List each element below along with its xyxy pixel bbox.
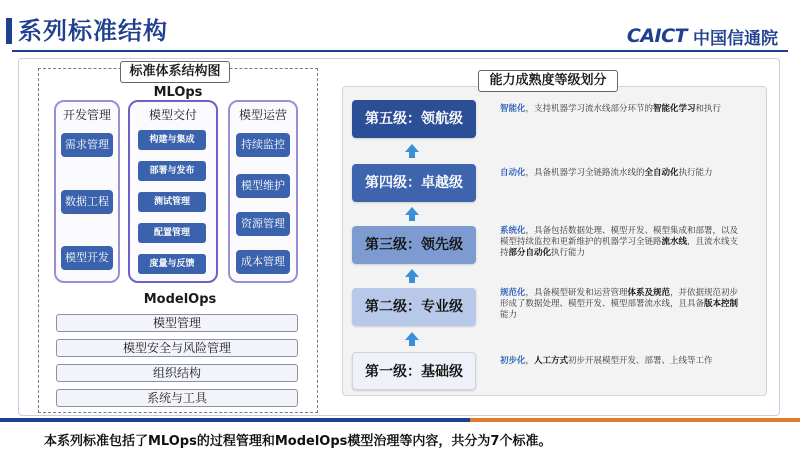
dev-item-data-engineering[interactable]: 数据工程 <box>61 190 113 214</box>
level-2-bold-1: 体系及规范 <box>627 288 671 298</box>
ops-item-monitoring[interactable]: 持续监控 <box>236 133 290 157</box>
modelops-item-organization[interactable]: 组织结构 <box>56 364 298 382</box>
dev-management-title: 开发管理 <box>62 108 111 122</box>
level-2-bold-2: 版本控制 <box>704 299 739 309</box>
level-1-box[interactable]: 第一级：基础级 <box>352 352 476 390</box>
dev-item-model-development[interactable]: 模型开发 <box>61 246 113 270</box>
level-3-text-3: 执行能力 <box>551 248 586 258</box>
modelops-title: ModelOps <box>143 292 217 307</box>
logo-caict-text: CAICT <box>626 25 687 47</box>
modelops-item-model-management[interactable]: 模型管理 <box>56 314 298 332</box>
arrow-up-icon <box>404 206 420 222</box>
level-2-text-3: 能力 <box>500 310 518 320</box>
level-2-description <box>500 288 740 321</box>
logo-cn-text: 中国信通院 <box>693 28 778 49</box>
level-3-bold-2: 部分自动化 <box>508 248 552 258</box>
arrow-up-icon <box>404 143 420 159</box>
level-1-bold-1: 人工方式 <box>534 356 569 366</box>
maturity-levels-title: 能力成熟度等级划分 <box>478 70 618 92</box>
level-5-bold-1: 智能化学习 <box>653 104 696 114</box>
level-5-text-1: ，支持机器学习流水线部分环节的 <box>525 104 654 114</box>
level-4-bold-1: 全自动化 <box>644 168 679 178</box>
modelops-item-systems-tools[interactable]: 系统与工具 <box>56 389 298 407</box>
deliver-item-config-management[interactable]: 配置管理 <box>138 223 206 243</box>
level-1-text-2: 初步开展模型开发、部署、上线等工作 <box>568 356 713 366</box>
level-2-box[interactable]: 第二级：专业级 <box>352 288 476 326</box>
level-4-keyword: 自动化 <box>500 168 526 178</box>
level-4-text-1: ，具备机器学习全链路流水线的 <box>525 168 645 178</box>
model-operations-title: 模型运营 <box>238 108 287 122</box>
level-4-box[interactable]: 第四级：卓越级 <box>352 164 476 202</box>
arrow-up-icon <box>404 331 420 347</box>
level-5-box[interactable]: 第五级：领航级 <box>352 100 476 138</box>
level-2-text-1: ，具备模型研发和运营管理 <box>525 288 628 298</box>
deliver-item-metrics-feedback[interactable]: 度量与反馈 <box>138 254 206 274</box>
level-5-text-2: 和执行 <box>695 104 722 114</box>
level-2-text-2: ，并依据规范初步形成了数据处理、模型开发、模型部署流水线，且具备 <box>500 288 739 309</box>
deliver-item-deploy-release[interactable]: 部署与发布 <box>138 161 206 181</box>
footer-summary: 本系列标准包括了MLOps的过程管理和ModelOps模型治理等内容，共分为7个标准。 <box>44 434 552 449</box>
ops-item-resources[interactable]: 资源管理 <box>236 212 290 236</box>
level-1-description <box>500 356 740 367</box>
ops-item-maintenance[interactable]: 模型维护 <box>236 174 290 198</box>
deliver-item-test-management[interactable]: 测试管理 <box>138 192 206 212</box>
model-delivery-title: 模型交付 <box>148 108 197 122</box>
footer-divider-accent <box>470 418 800 422</box>
level-5-keyword: 智能化 <box>500 104 526 114</box>
ops-item-cost[interactable]: 成本管理 <box>236 250 290 274</box>
dev-item-requirements[interactable]: 需求管理 <box>61 133 113 157</box>
level-4-description <box>500 168 740 179</box>
level-4-text-2: 执行能力 <box>678 168 713 178</box>
caict-logo <box>627 24 778 48</box>
modelops-item-security-risk[interactable]: 模型安全与风险管理 <box>56 339 298 357</box>
level-3-bold-1: 流水线 <box>661 237 688 247</box>
level-2-keyword: 规范化 <box>500 288 526 298</box>
level-3-text-2: ，且流水线支持 <box>500 237 739 258</box>
level-3-text-1: ，具备包括数据处理、模型开发、模型集成和部署，以及模型持续监控和更新维护的机器学习全链路 <box>500 226 739 247</box>
title-accent-bar <box>6 18 12 44</box>
level-3-box[interactable]: 第三级：领先级 <box>352 226 476 264</box>
header-divider <box>12 50 788 52</box>
arrow-up-icon <box>404 268 420 284</box>
deliver-item-build-integrate[interactable]: 构建与集成 <box>138 130 206 150</box>
structure-diagram-title: 标准体系结构图 <box>120 61 230 83</box>
level-5-description <box>500 104 740 115</box>
mlops-title: MLOps <box>153 85 203 100</box>
level-1-keyword: 初步化 <box>500 356 526 366</box>
page-title: 系列标准结构 <box>18 17 168 45</box>
level-3-keyword: 系统化 <box>500 226 526 236</box>
level-1-text-1: ， <box>525 356 535 366</box>
level-3-description <box>500 226 740 259</box>
